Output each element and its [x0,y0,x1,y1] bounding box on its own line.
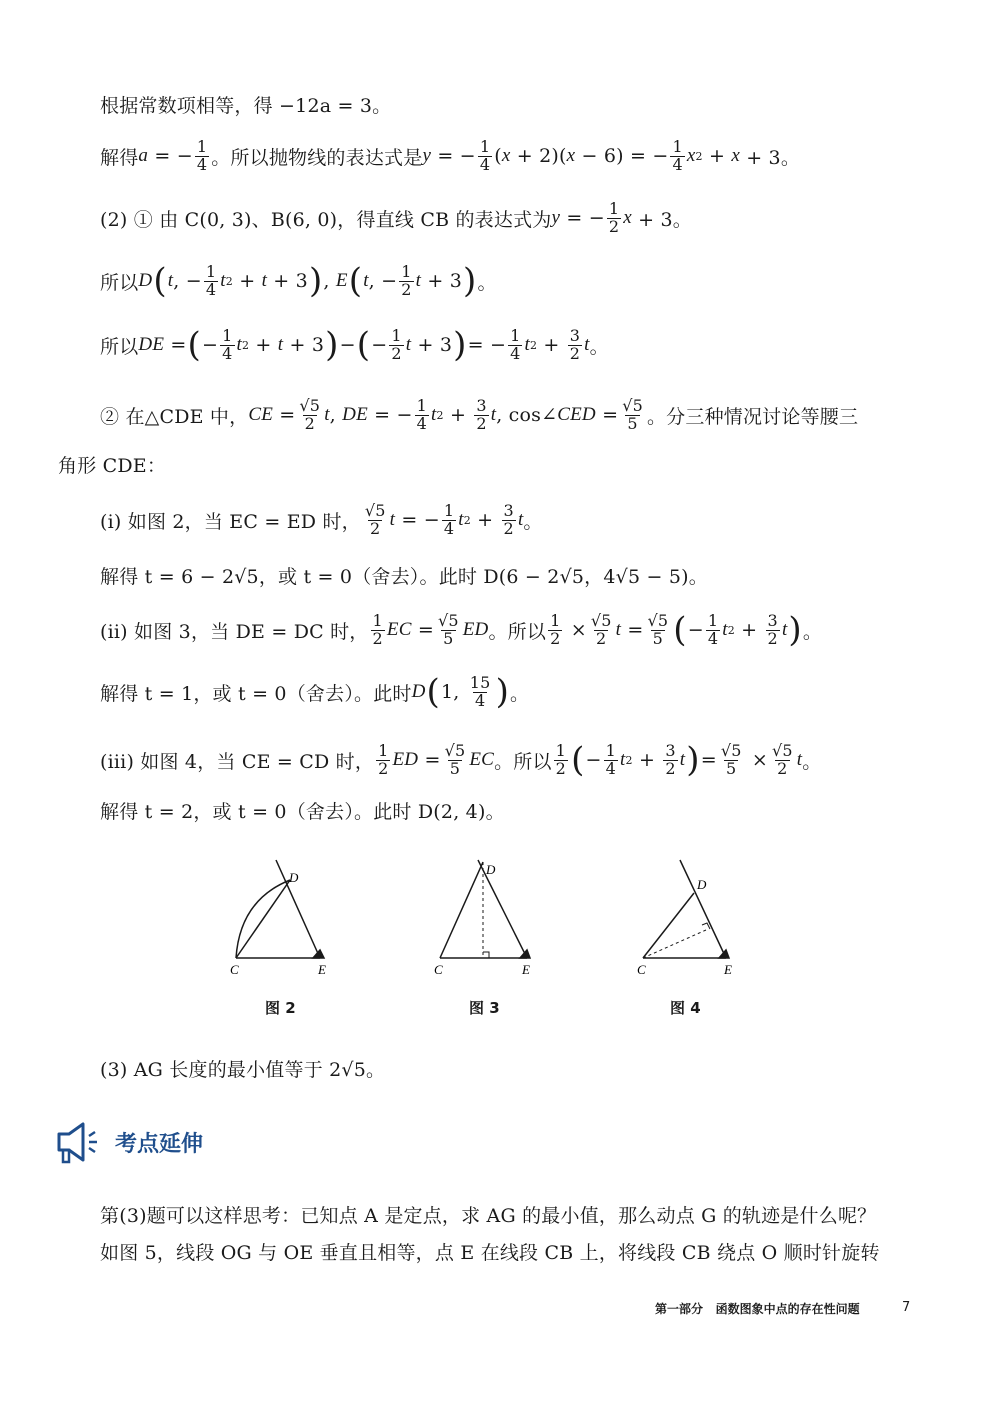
line-1-text: 根据常数项相等，得 −12a = 3。 [100,94,392,117]
text-line-5: 所以 DE = ( − $\frac{1}{4}$ t 2 + t + 3 ) − ( − $\frac{1}{2}$ t + 3 ) = − $\frac{1}{4}$ t 2 + $\frac{3}{2}$ t 。 [100,325,609,365]
figures-svg [0,850,991,980]
fig2-segment-cd [236,880,290,958]
text-line-2: 解得 a = − $\frac{1}{4}$ 。所以抛物线的表达式是 y = − $\frac{1}{4}$ ( x + 2)( x − 6) = − $\frac{1}{4}$ x 2 + x + 3。 [100,136,801,174]
text-line-1 [100,84,391,124]
text-line-16 [100,1231,880,1271]
figure-4-caption: 图 4 [670,999,701,1017]
fig3-right-angle [483,952,489,958]
section-heading [55,1118,203,1166]
text-line-15 [100,1194,876,1234]
line-10-part-a: (ii) 如图 3，当 DE = DC 时， [100,620,369,643]
page-number: 7 [902,1300,911,1315]
text-line-10: (ii) 如图 3，当 DE = DC 时， $\frac{1}{2}$ EC = $\frac{√5}{5}$ ED 。所以 $\frac{1}{2}$ × $\frac{√5}{2}$ t = $\frac{√5}{5}$ ( − $\frac{1}{4}$ t 2 + $\frac{3}{2}$ t ) 。 [100,610,823,650]
text-line-6: ② 在△CDE 中， CE = $\frac{√5}{2}$ t , DE = − $\frac{1}{4}$ t 2 + $\frac{3}{2}$ t , cos∠ CED = $\frac{√5}{5}$ 。分三种情况讨论等腰三 [100,395,859,433]
line-15-text: 第(3)题可以这样思考：已知点 A 是定点，求 AG 的最小值，那么动点 G 的轨迹是什么呢？ [100,1204,877,1227]
text-line-14 [100,1048,385,1088]
footer-part: 第一部分 [655,1302,704,1316]
fig2-label-d: D [289,870,299,885]
line-2-part-a: 解得 [100,146,139,169]
text-line-3: (2) ① 由 C(0, 3)、B(6, 0)，得直线 CB 的表达式为 y = − $\frac{1}{2}$ x + 3。 [100,198,692,236]
line-10-part-b: 。所以 [488,620,547,643]
fig4-right-angle [702,923,710,929]
figure-2-caption: 图 2 [265,999,296,1017]
line-5-part-a: 所以 [100,335,139,358]
fig4-angle-mark [719,950,729,958]
footer-chapter: 函数图象中点的存在性问题 [715,1302,860,1316]
line-9-text: 解得 t = 6 − 2√5，或 t = 0（舍去）。此时 D(6 − 2√5，4√5 − 5)。 [100,565,708,588]
figure-3 [440,860,530,958]
line-16-text: 如图 5，线段 OG 与 OE 垂直且相等，点 E 在线段 CB 上，将线段 CB 绕点 O 顺时针旋转 [100,1241,880,1264]
line-12-part-b: 。所以 [494,750,552,773]
fig4-segment-ed [680,860,726,958]
line-13-text: 解得 t = 2，或 t = 0（舍去）。此时 D(2, 4)。 [100,800,505,823]
text-line-8: (i) 如图 2，当 EC = ED 时， $\frac{√5}{2}$ t = − $\frac{1}{4}$ t 2 + $\frac{3}{2}$ t 。 [100,500,543,538]
section-title: 考点延伸 [115,1131,204,1157]
fig4-label-d: D [697,877,707,892]
figure-4 [643,860,729,958]
fig4-altitude [643,930,706,958]
line-11-part-a: 解得 t = 1，或 t = 0（舍去）。此时 [100,682,412,705]
text-line-9 [100,555,708,595]
line-6-part-b: 。分三种情况讨论等腰三 [646,405,859,428]
fig3-label-c: C [434,962,443,977]
line-8-part-a: (i) 如图 2，当 EC = ED 时， [100,510,361,533]
text-line-4: 所以 D ( t , − $\frac{1}{4}$ t 2 + t + 3 ) , E ( t , − $\frac{1}{2}$ t + 3 ) 。 [100,261,497,301]
line-4-part-a: 所以 [100,271,139,294]
text-line-13 [100,790,505,830]
megaphone-icon [55,1118,105,1166]
text-line-7 [58,444,166,484]
text-line-11: 解得 t = 1，或 t = 0（舍去）。此时 D ( 1, $\frac{15}{4}$ ) 。 [100,672,530,712]
fig3-label-e: E [522,962,530,977]
line-7-text: 角形 CDE： [58,454,167,477]
figure-3-caption: 图 3 [469,999,500,1017]
text-line-12: (iii) 如图 4，当 CE = CD 时， $\frac{1}{2}$ ED = $\frac{√5}{5}$ EC 。所以 $\frac{1}{2}$ ( − $\frac{1}{4}$ t 2 + $\frac{3}{2}$ t ) = $\frac{√5}{5}$ × $\frac{√5}{2}$ t 。 [100,740,822,780]
fig3-angle-mark [520,950,530,958]
fig2-angle-mark [313,950,324,958]
line-12-part-a: (iii) 如图 4，当 CE = CD 时， [100,750,375,773]
fig3-segment-cd [440,862,483,958]
figure-2 [236,860,324,958]
fig2-label-c: C [230,962,239,977]
line-6-part-a: ② 在△CDE 中， [100,405,249,428]
line-3-part-a: (2) ① 由 C(0, 3)、B(6, 0)，得直线 CB 的表达式为 [100,208,552,231]
page-footer [655,1300,860,1317]
line-2-part-b: 。所以抛物线的表达式是 [211,146,423,169]
fig4-label-e: E [724,962,732,977]
fig4-label-c: C [637,962,646,977]
line-14-text: (3) AG 长度的最小值等于 2√5。 [100,1058,386,1081]
fig2-label-e: E [318,962,326,977]
fig4-segment-cd [643,893,694,958]
fig3-label-d: D [486,862,496,877]
